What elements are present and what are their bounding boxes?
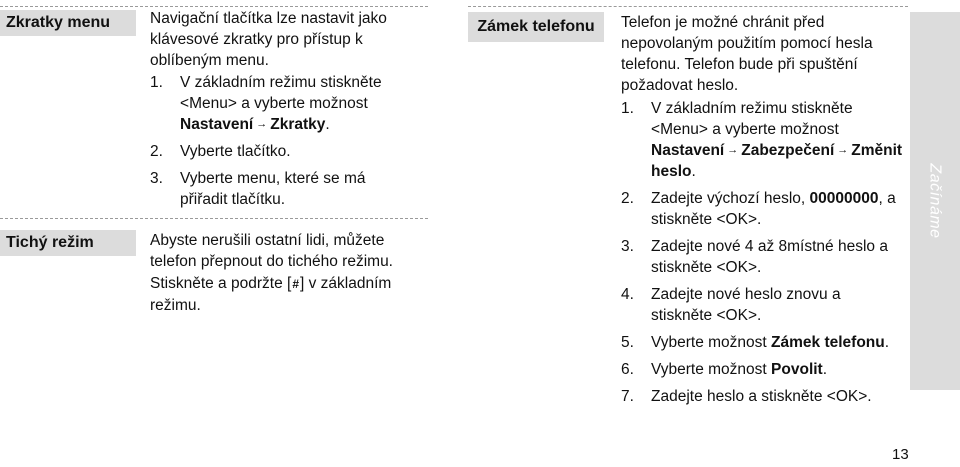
section-title-shortcuts: Zkratky menu xyxy=(6,14,111,31)
shortcuts-intro: Navigační tlačítka lze nastavit jako klávesové zkratky pro přístup k oblíbeným menu. xyxy=(150,10,387,69)
list-item: 7. Zadejte heslo a stiskněte <OK>. xyxy=(621,388,872,405)
section-title-silent: Tichý režim xyxy=(6,234,94,251)
shortcuts-steps xyxy=(150,72,410,216)
top-rule-right xyxy=(468,6,908,7)
silent-para-2: Stiskněte a podržte [#] v základním režimu. xyxy=(150,275,392,314)
page-number: 13 xyxy=(892,446,909,463)
side-tab-label: Začínáme xyxy=(927,163,945,239)
side-tab xyxy=(910,12,960,390)
section-title-lock: Zámek telefonu xyxy=(477,18,595,35)
lock-steps xyxy=(621,98,903,413)
list-item: 5. Vyberte možnost Zámek telefonu. xyxy=(621,334,890,351)
hash-key-icon: # xyxy=(292,277,299,291)
silent-para-1: Abyste nerušili ostatní lidi, můžete telefon přepnout do tichého režimu. xyxy=(150,232,393,270)
lock-intro: Telefon je možné chránit před nepovolaným použitím pomocí hesla telefonu. Telefon bude při spuštění požadovat heslo. xyxy=(621,14,873,94)
list-item: 2. Vyberte tlačítko. xyxy=(150,143,291,160)
list-item: 1. V základním režimu stiskněte <Menu> a vyberte možnost Nastavení → Zabezpečení → Změnit heslo. xyxy=(621,100,903,180)
arrow-icon: → xyxy=(727,144,739,156)
top-rule-left xyxy=(0,6,428,7)
list-item: 3. Vyberte menu, které se má přiřadit tlačítku. xyxy=(150,170,366,208)
list-item: 1. V základním režimu stiskněte <Menu> a vyberte možnost Nastavení → Zkratky. xyxy=(150,74,382,133)
list-item: 3. Zadejte nové 4 až 8místné heslo a stiskněte <OK>. xyxy=(621,238,888,276)
section-divider xyxy=(0,218,428,219)
list-item: 4. Zadejte nové heslo znovu a stiskněte <OK>. xyxy=(621,286,841,324)
section-label-shortcuts xyxy=(0,10,136,36)
section-label-lock xyxy=(468,12,604,42)
arrow-icon: → xyxy=(837,144,849,156)
section-label-silent xyxy=(0,230,136,256)
arrow-icon: → xyxy=(256,118,268,130)
list-item: 6. Vyberte možnost Povolit. xyxy=(621,361,828,378)
list-item: 2. Zadejte výchozí heslo, 00000000, a stiskněte <OK>. xyxy=(621,190,896,228)
